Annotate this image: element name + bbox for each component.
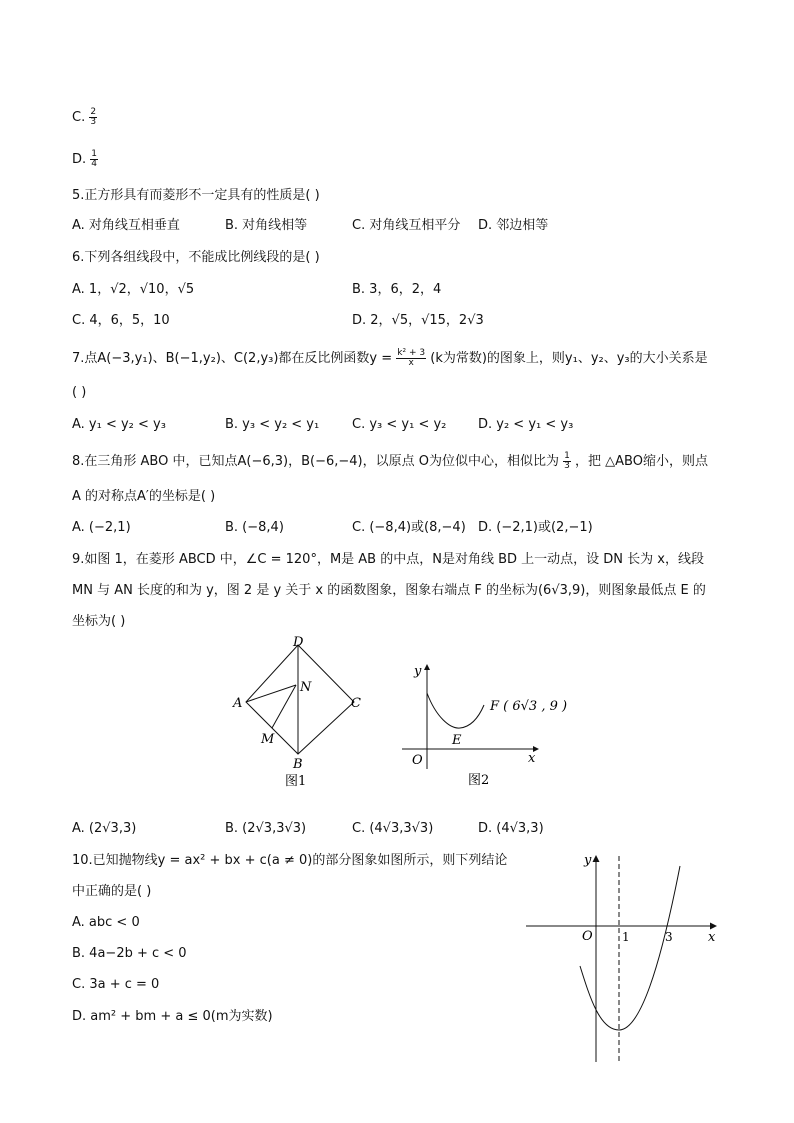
fraction: $\frac{1}{4}$	[91, 149, 98, 169]
q9-option-b: B. (2√3,3√3)	[225, 821, 307, 836]
q8-stem: 8.在三角形 ABO 中，已知点A(−6,3)，B(−6,−4)，以原点 O为位似中心，相似比为 $\frac{1}{3}$ ，把 △ABO缩小，则点	[72, 451, 708, 471]
label-n: N	[300, 680, 312, 695]
label-y: y	[414, 664, 422, 679]
label-c: C	[351, 696, 361, 711]
q7-option-c: C. y₃ < y₁ < y₂	[352, 417, 447, 432]
q4-option-d: D. $\frac{1}{4}$	[72, 149, 98, 169]
fraction: $\frac{1}{3}$	[564, 451, 570, 471]
parabola-curve	[580, 866, 680, 1030]
q5-stem: 5.正方形具有而菱形不一定具有的性质是( )	[72, 188, 320, 203]
q4-option-c: C. $\frac{2}{3}$	[72, 107, 97, 127]
figure-1-caption: 图1	[285, 774, 307, 789]
figure-1-rhombus	[225, 632, 375, 792]
q7-option-b: B. y₃ < y₂ < y₁	[225, 417, 320, 432]
figure-2-caption: 图2	[468, 773, 490, 788]
q8-option-b: B. (−8,4)	[225, 520, 284, 535]
q10-stem-line1: 10.已知抛物线y = ax² + bx + c(a ≠ 0)的部分图象如图所示，则下列结论	[72, 853, 508, 868]
parabola-graph	[520, 848, 730, 1068]
label-o: O	[582, 929, 593, 944]
q8-option-d: D. (−2,1)或(2,−1)	[478, 520, 593, 535]
q9-option-d: D. (4√3,3)	[478, 821, 544, 836]
q5-option-a: A. 对角线互相垂直	[72, 218, 180, 233]
label-y: y	[584, 853, 592, 868]
q10-stem-line2: 中正确的是( )	[72, 884, 152, 899]
q7-option-a: A. y₁ < y₂ < y₃	[72, 417, 166, 432]
function-curve	[427, 693, 484, 728]
q5-option-c: C. 对角线互相平分	[352, 218, 461, 233]
q8-stem-line2: A 的对称点A′的坐标是( )	[72, 489, 216, 504]
q6-option-d: D. 2，√5，√15，2√3	[352, 313, 484, 328]
q6-option-a: A. 1，√2，√10，√5	[72, 282, 195, 297]
label-3: 3	[665, 930, 673, 944]
label-b: B	[293, 757, 303, 772]
q7-stem: 7.点A(−3,y₁)、B(−1,y₂)、C(2,y₃)都在反比例函数y = $\frac{\text{k² + 3}}{x}$ (k为常数)的图象上，则y₁、y₂、y₃的大小关系是	[72, 348, 708, 368]
q9-option-c: C. (4√3,3√3)	[352, 821, 434, 836]
label-d: D	[293, 635, 304, 650]
label-a: A	[233, 696, 243, 711]
q10-option-c: C. 3a + c = 0	[72, 977, 160, 992]
figure-2-graph	[398, 655, 578, 790]
q6-stem: 6.下列各组线段中，不能成比例线段的是( )	[72, 250, 320, 265]
q9-stem-line2: MN 与 AN 长度的和为 y，图 2 是 y 关于 x 的函数图象，图象右端点 F 的坐标为(6√3,9)，则图象最低点 E 的	[72, 583, 706, 598]
q7-stem-paren: ( )	[72, 385, 87, 400]
label-f: F ( 6√3 , 9 )	[490, 699, 568, 714]
q9-stem-line1: 9.如图 1，在菱形 ABCD 中，∠C = 120°，M是 AB 的中点，N是对角线 BD 上一动点，设 DN 长为 x，线段	[72, 552, 704, 567]
q10-option-d: D. am² + bm + a ≤ 0(m为实数)	[72, 1009, 273, 1024]
fraction: $\frac{2}{3}$	[90, 107, 97, 127]
q8-option-c: C. (−8,4)或(8,−4)	[352, 520, 466, 535]
label-1: 1	[622, 930, 630, 944]
label-x: x	[528, 751, 536, 766]
q10-option-b: B. 4a−2b + c < 0	[72, 946, 187, 961]
label-o: O	[412, 753, 423, 768]
q10-option-a: A. abc < 0	[72, 915, 140, 930]
q6-option-b: B. 3，6，2，4	[352, 282, 442, 297]
q9-option-a: A. (2√3,3)	[72, 821, 137, 836]
q8-option-a: A. (−2,1)	[72, 520, 131, 535]
fraction: $\frac{\text{k² + 3}}{x}$	[397, 348, 426, 368]
q5-option-b: B. 对角线相等	[225, 218, 308, 233]
q5-option-d: D. 邻边相等	[478, 218, 549, 233]
label-m: M	[261, 732, 275, 747]
q7-option-d: D. y₂ < y₁ < y₃	[478, 417, 574, 432]
label-e: E	[452, 733, 462, 748]
q9-stem-line3: 坐标为( )	[72, 614, 126, 629]
q6-option-c: C. 4，6，5，10	[72, 313, 170, 328]
label-x: x	[708, 930, 716, 945]
